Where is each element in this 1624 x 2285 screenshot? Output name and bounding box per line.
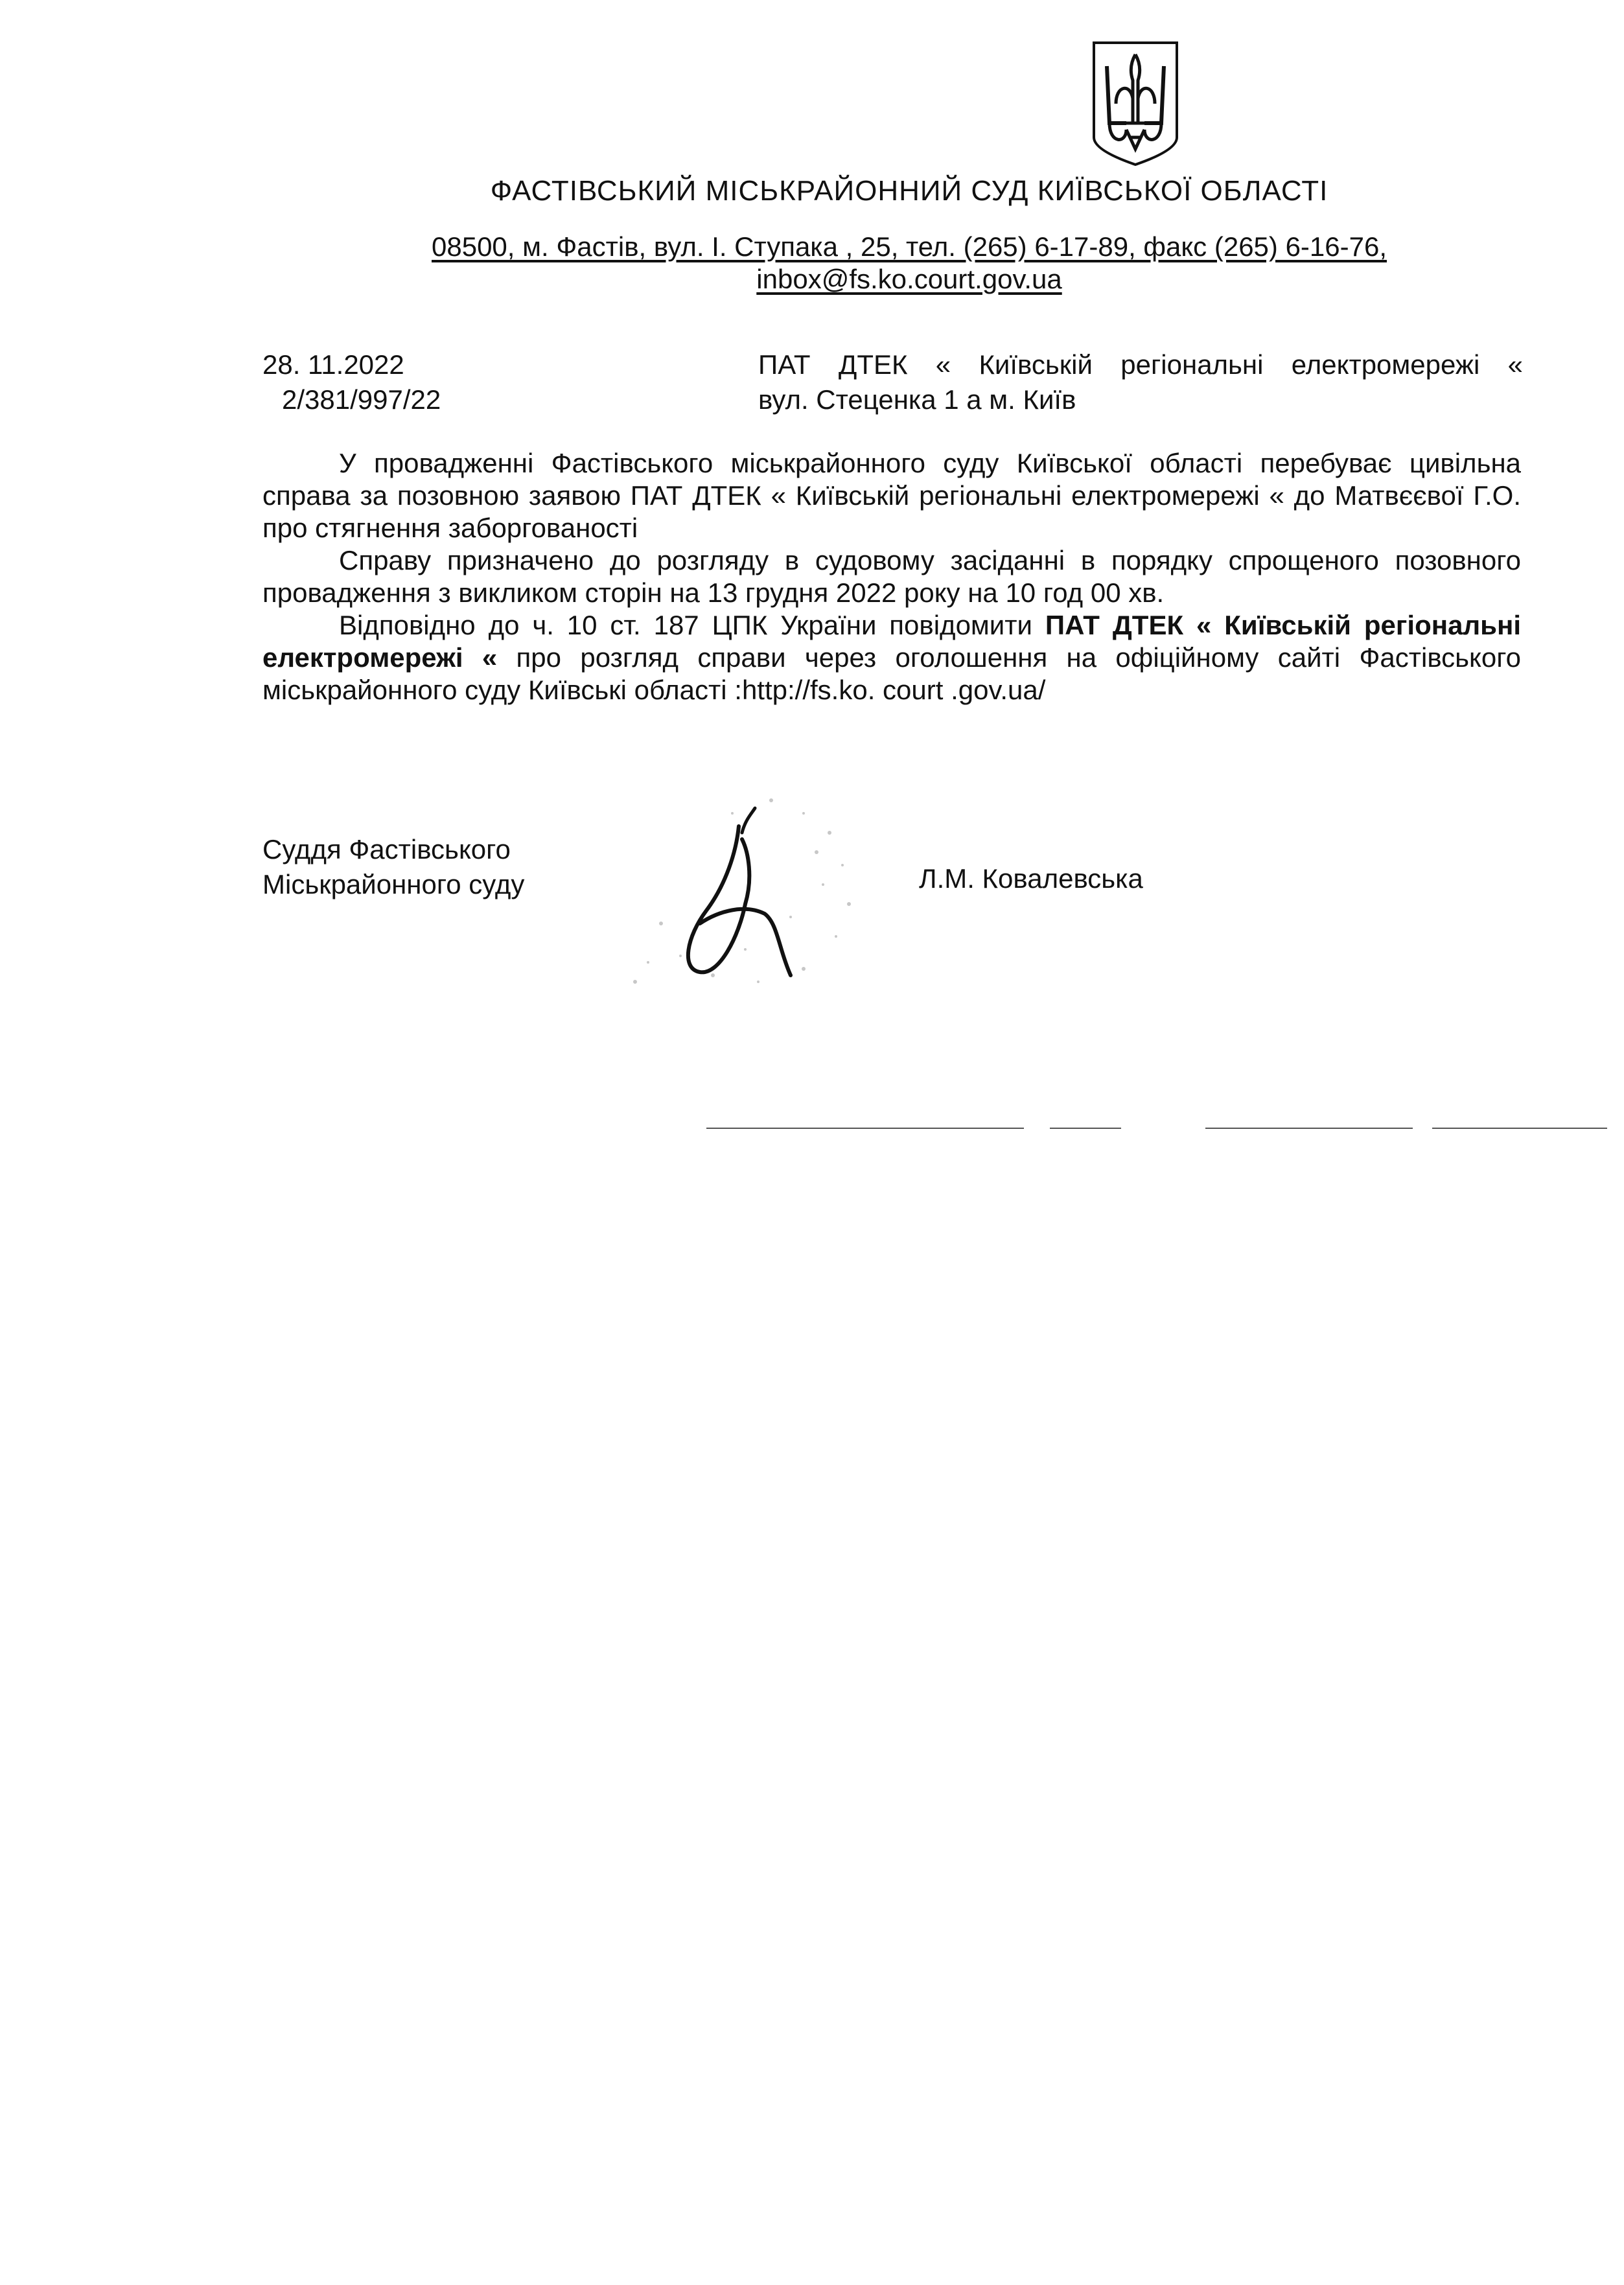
signer-title-line-2: Міськрайонного суду [262,869,525,899]
body-paragraph-1: У провадженні Фастівського міськрайонного суду Київської області перебуває цивільна справа за позовною заявою ПАТ ДТЕК « Київській регіональні електромережі « до Матвєєвої Г.О. про стягнення заборгованості [262,448,1521,543]
scan-rule [1432,1128,1607,1129]
letter-body [262,447,1521,706]
stamp-speckle [633,798,851,984]
body-paragraph-2: Справу призначено до розгляду в судовому засіданні в порядку спрощеного позовного провадження з викликом сторін на 13 грудня 2022 року на 10 год 00 хв. [262,545,1521,608]
body-paragraph-3 [262,609,1521,706]
body-paragraph-3-bold: ПАТ ДТЕК « Київській регіональні електромережі « [262,610,1521,673]
court-name: ФАСТІВСЬКИЙ МІСЬКРАЙОННИЙ СУД КИЇВСЬКОЇ ОБЛАСТІ [490,175,1328,207]
recipient-name: ПАТ ДТЕК « Київській регіональні електромережі « [758,349,1523,380]
case-number: 2/381/997/22 [282,384,441,415]
handwritten-signature-icon [609,774,914,1008]
recipient-address: вул. Стеценка 1 а м. Київ [758,384,1076,415]
body-paragraph-3-end: про розгляд справи через оголошення на офіційному сайті Фастівського міськрайонного суду Київські області :http://fs.ko. court .gov.ua/ [262,642,1521,705]
letter-date: 28. 11.2022 [262,349,404,380]
signer-title [262,832,524,902]
body-paragraph-3-start: Відповідно до ч. 10 ст. 187 ЦПК України повідомити [339,610,1045,640]
court-address-line: 08500, м. Фастів, вул. І. Ступака , 25, тел. (265) 6-17-89, факс (265) 6-16-76, [432,231,1387,262]
scan-rule [1050,1128,1121,1129]
court-email[interactable]: inbox@fs.ko.court.gov.ua [756,264,1062,294]
signer-name: Л.М. Ковалевська [919,863,1143,894]
tryzub-icon [1090,40,1181,167]
letter-meta [262,347,441,417]
court-address [0,231,1624,296]
signer-title-line-1: Суддя Фастівського [262,834,511,864]
recipient-block [758,347,1523,417]
scan-rule [1205,1128,1413,1129]
scan-rule [706,1128,1024,1129]
